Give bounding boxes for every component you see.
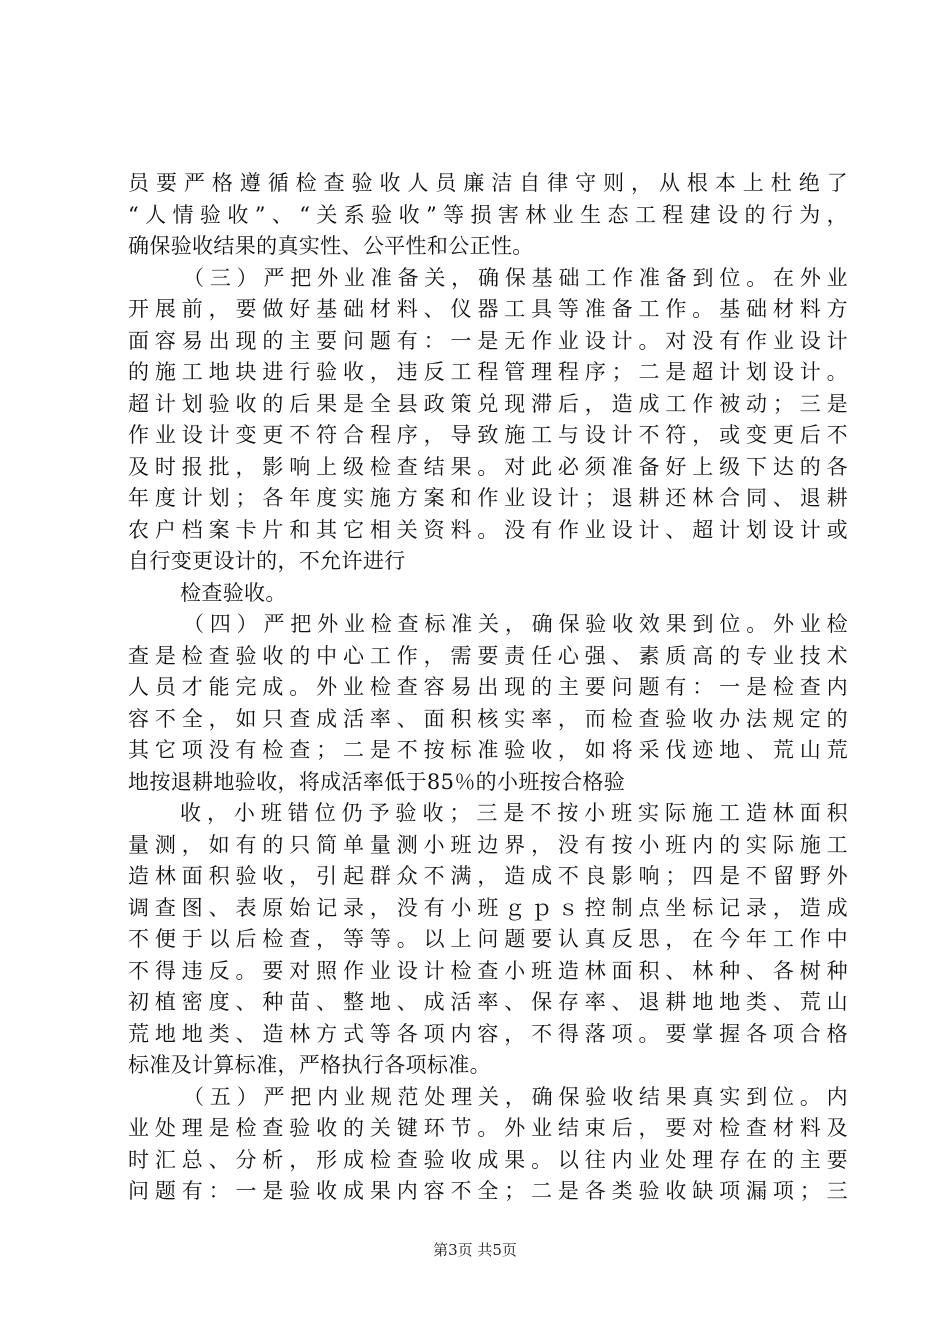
text-line: 农户档案卡片和其它相关资料。没有作业设计、超计划设计或: [128, 517, 848, 542]
text-line: （四）严把外业检查标准关，确保验收效果到位。外业检: [183, 612, 848, 636]
text-line: 及时报批，影响上级检查结果。对此必须准备好上级下达的各: [128, 454, 848, 479]
text-line: 自行变更设计的，不允许进行: [128, 549, 406, 573]
text-line: 人员才能完成。外业检查容易出现的主要问题有：一是检查内: [128, 675, 848, 699]
text-line: 检查验收。: [180, 580, 287, 605]
text-line: 确保验收结果的真实性、公平性和公正性。: [128, 234, 534, 258]
text-line: 的施工地块进行验收，违反工程管理程序；二是超计划设计。: [128, 360, 848, 384]
text-line: 作业设计变更不符合程序，导致施工与设计不符，或变更后不: [128, 423, 848, 447]
text-line: 不便于以后检查，等等。以上问题要认真反思，在今年工作中: [128, 927, 848, 951]
text-line: 造林面积验收，引起群众不满，造成不良影响；四是不留野外: [128, 864, 848, 888]
text-line: “人情验收”、“关系验收”等损害林业生态工程建设的行为，: [128, 202, 848, 227]
text-line: 标准及计算标准，严格执行各项标准。: [128, 1053, 491, 1077]
text-line: 业处理是检查验收的关键环节。外业结束后，要对检查材料及: [128, 1116, 848, 1140]
text-line: 不得违反。要对照作业设计检查小班造林面积、林种、各树种: [128, 958, 848, 983]
text-line: 量测，如有的只简单量测小班边界，没有按小班内的实际施工: [128, 832, 848, 857]
text-line: 初植密度、种苗、整地、成活率、保存率、退耕地地类、荒山: [128, 990, 848, 1014]
text-line: 问题有：一是验收成果内容不全；二是各类验收缺项漏项；三: [128, 1179, 848, 1203]
text-line: （三）严把外业准备关，确保基础工作准备到位。在外业: [183, 265, 848, 290]
text-line: 荒地地类、造林方式等各项内容，不得落项。要掌握各项合格: [128, 1021, 848, 1046]
text-line: 容不全，如只查成活率、面积核实率，而检查验收办法规定的: [128, 706, 848, 731]
text-line: 年度计划；各年度实施方案和作业设计；退耕还林合同、退耕: [128, 486, 848, 510]
text-line: 时汇总、分析，形成检查验收成果。以往内业处理存在的主要: [128, 1147, 848, 1172]
text-line: 收，小班错位仍予验收；三是不按小班实际施工造林面积: [180, 801, 848, 825]
body-text: [128, 168, 848, 1208]
text-line: 面容易出现的主要问题有：一是无作业设计。对没有作业设计: [128, 328, 848, 353]
page-footer: 第3页 共5页: [433, 1241, 517, 1259]
text-line: 调查图、表原始记录，没有小班ｇｐｓ控制点坐标记录，造成: [128, 895, 848, 920]
text-line: 其它项没有检查；二是不按标准验收，如将采伐迹地、荒山荒: [128, 738, 848, 762]
text-line: （五）严把内业规范处理关，确保验收结果真实到位。内: [183, 1084, 848, 1109]
text-line: 员要严格遵循检查验收人员廉洁自律守则，从根本上杜绝了: [128, 171, 848, 195]
text-line: 开展前，要做好基础材料、仪器工具等准备工作。基础材料方: [128, 297, 848, 321]
text-line: 查是检查验收的中心工作，需要责任心强、素质高的专业技术: [128, 643, 848, 668]
text-line: 地按退耕地验收，将成活率低于85％的小班按合格验: [128, 769, 626, 794]
text-line: 超计划验收的后果是全县政策兑现滞后，造成工作被动；三是: [128, 391, 848, 416]
